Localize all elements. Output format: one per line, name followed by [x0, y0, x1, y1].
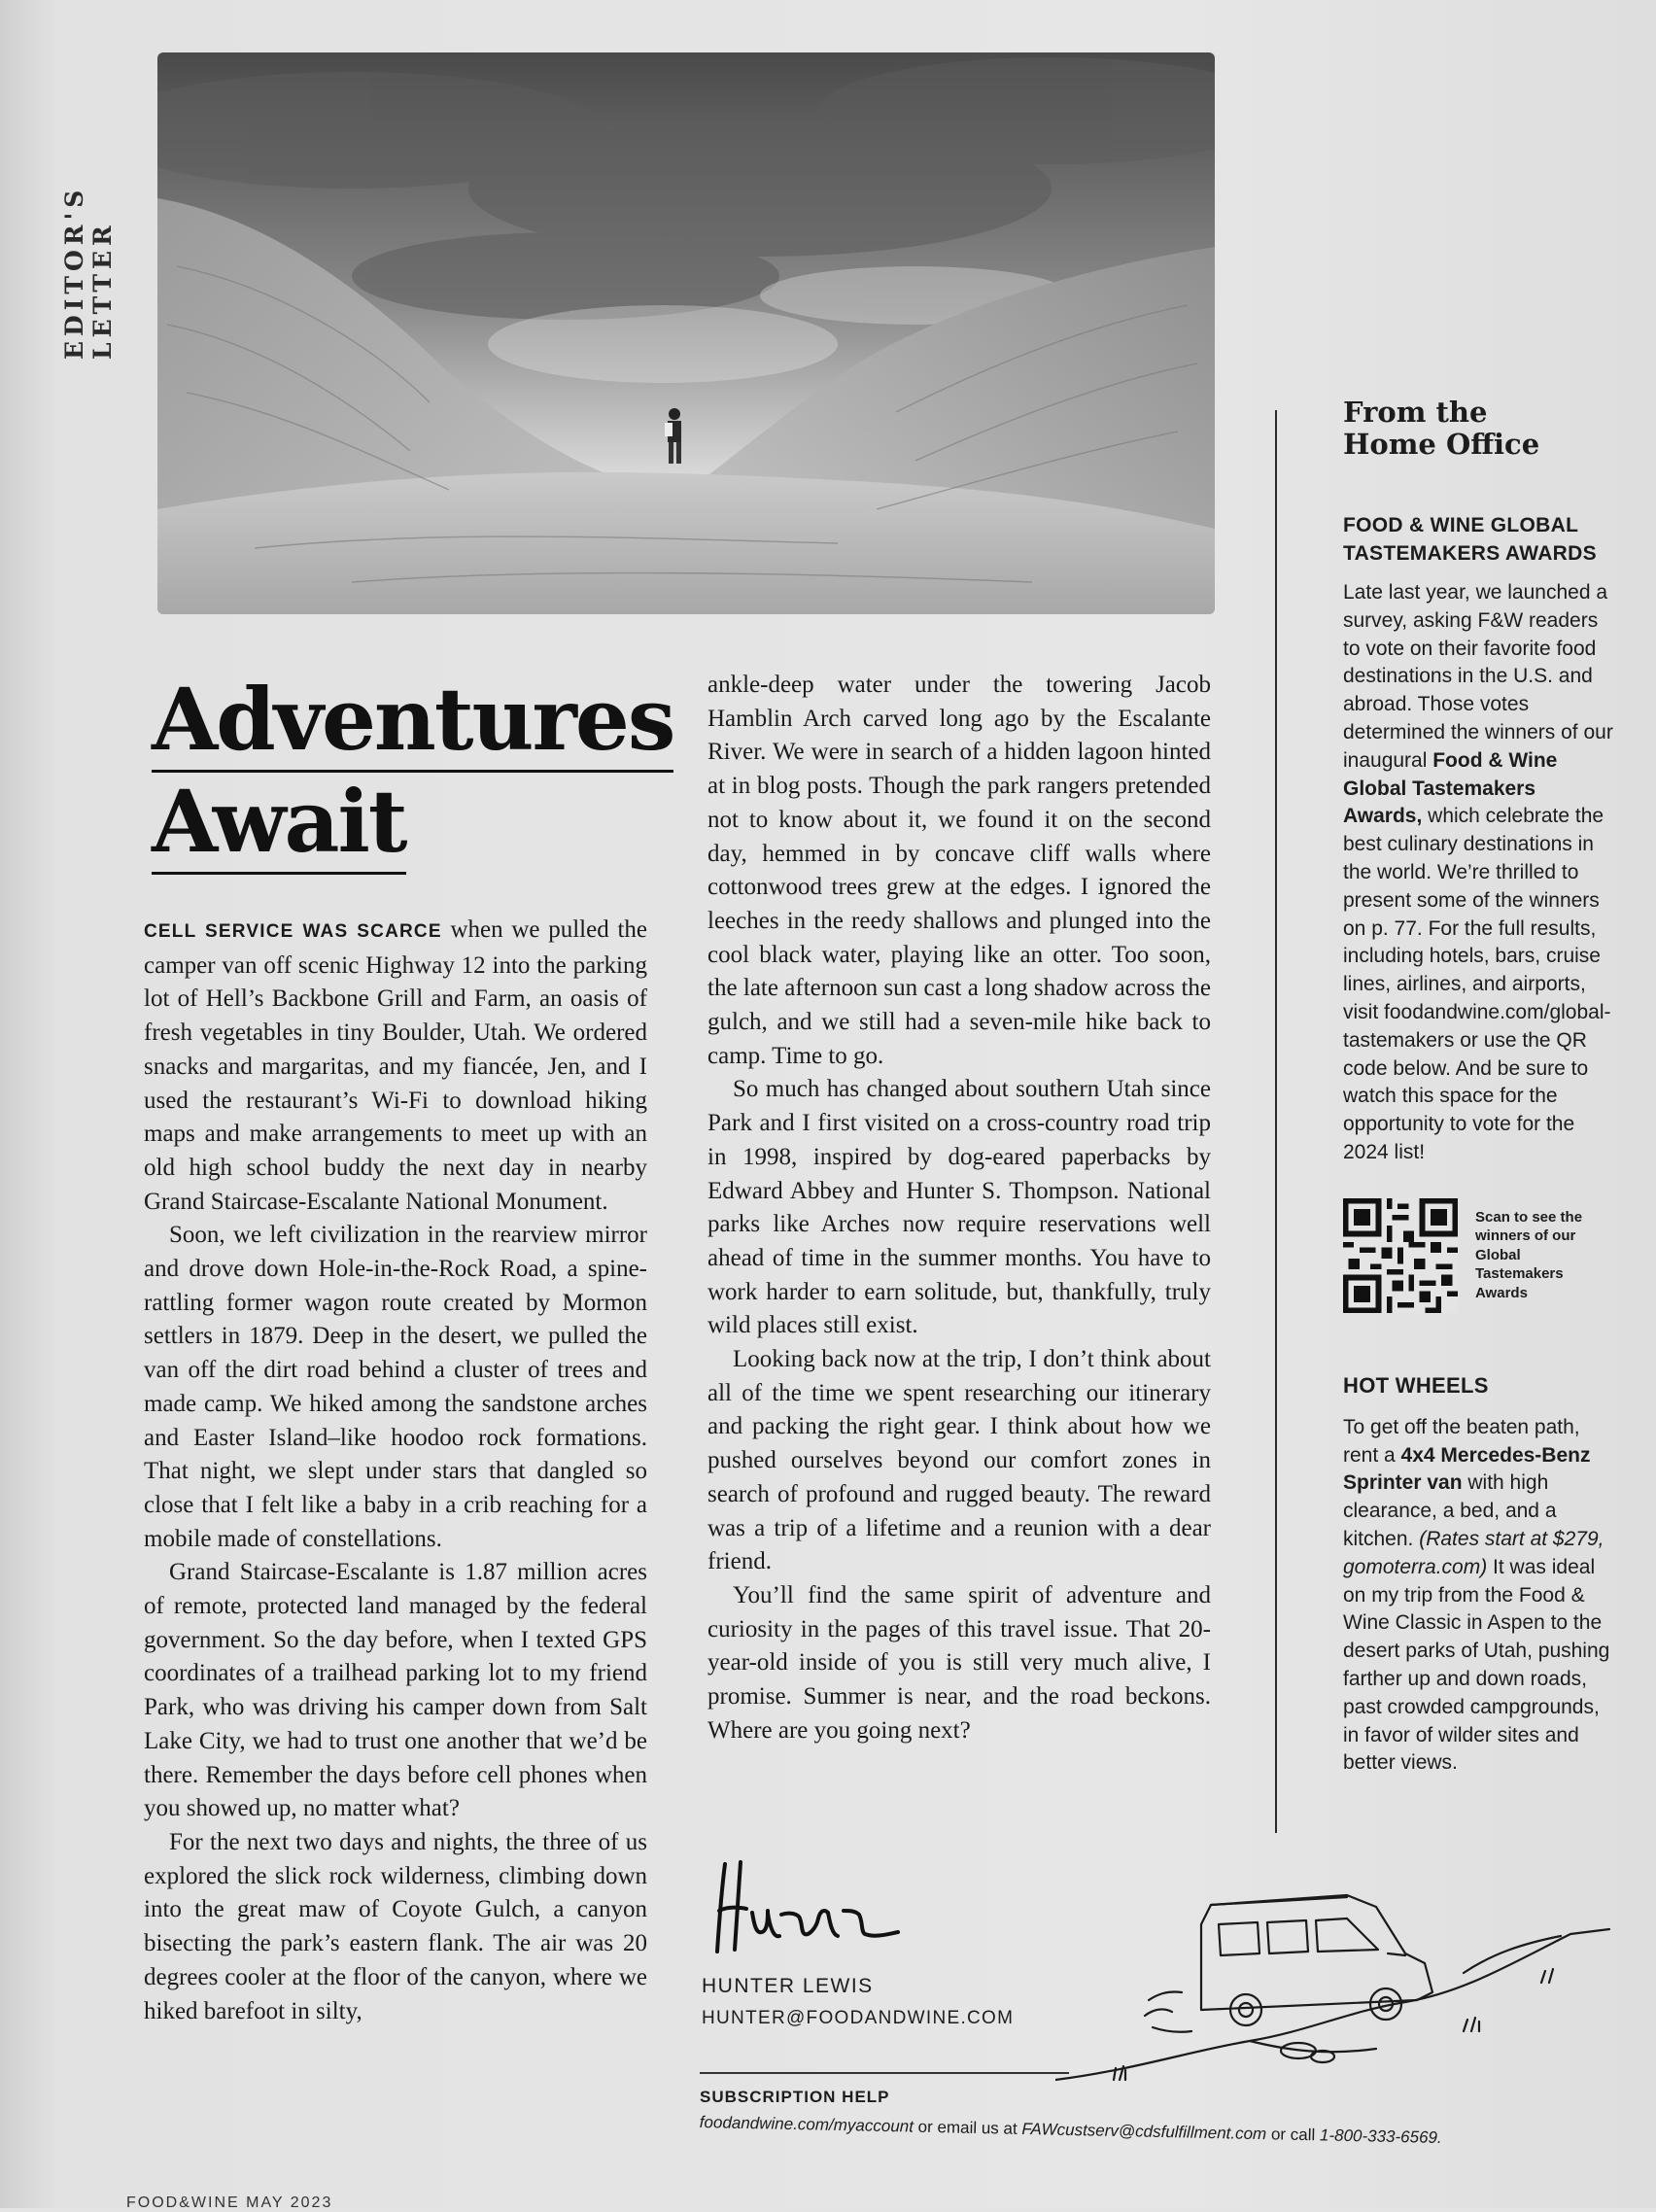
article-paragraph: So much has changed about southern Utah since Park and I first visited on a cross-country road trip in 1998, inspired by dog-eared paperbacks by Edward Abbey and Hunter S. Thompson. National parks like Arches now require reservations well ahead of time in the summer months. You have to work harder to earn solitude, but, thankfully, truly wild places still exist.	[707, 1076, 1211, 1339]
support-email-link[interactable]: FAWcustserv@cdsfulfillment.com	[1021, 2119, 1267, 2144]
hero-photo	[157, 52, 1215, 614]
qr-block	[1343, 1194, 1615, 1317]
sidebar-divider	[1275, 410, 1277, 1833]
account-link[interactable]: foodandwine.com/myaccount	[699, 2113, 914, 2136]
article-paragraph: For the next two days and nights, the three of us explored the slick rock wilderness, climbing down into the great maw of Coyote Gulch, a canyon bisecting the park’s eastern flank. The air was 20 degrees cooler at the floor of the canyon, where we hiked barefoot in silty,	[144, 1828, 647, 2024]
canyon-hiker-image	[157, 52, 1215, 614]
article-paragraph: You’ll find the same spirit of adventure and curiosity in the pages of this travel issue. That 20-year-old inside of you is still very much alive, I promise. Summer is near, and the road beckons. Where are you going next?	[707, 1581, 1211, 1744]
article-paragraph: Soon, we left civilization in the rearview mirror and drove down Hole-in-the-Rock Road, a spine-rattling former wagon route created by Mormon settlers in 1879. Deep in the desert, we pulled the van off the dirt road behind a cluster of trees and made camp. We hiked among the sandstone arches and Easter Island–like hoodoo rock formations. That night, we slept under stars that dangled so close that I felt like a baby in a crib reaching for a mobile made of constellations.	[144, 1222, 647, 1552]
article-column-1	[144, 914, 647, 2028]
hot-wheels-heading: HOT WHEELS	[1343, 1372, 1489, 1398]
subscription-rule	[700, 2072, 1069, 2074]
author-name: HUNTER LEWIS	[702, 1975, 874, 1997]
headline-line-1: Adventures	[152, 671, 673, 773]
lead-in: CELL SERVICE WAS SCARCE	[144, 921, 442, 942]
sidebar-title: From the Home Office	[1343, 396, 1540, 461]
awards-heading: FOOD & WINE GLOBAL TASTEMAKERS AWARDS	[1343, 514, 1597, 565]
article-paragraph: ankle-deep water under the towering Jacob Hamblin Arch carved long ago by the Escalante River. We were in search of a hidden lagoon hinted at in blog posts. Though the park rangers pretended not to know about it, we found it on the second day, hemmed in by concave cliff walls where cottonwood trees grew at the edges. I ignored the leeches in the reedy shallows and plunged into the cool black water, playing like an otter. Too soon, the late afternoon sun cast a long shadow across the gulch, and we still had a seven-mile hike back to camp. Time to go.	[707, 672, 1211, 1069]
qr-caption: Scan to see the winners of our Global Tastemakers Awards	[1475, 1208, 1583, 1301]
article-paragraph: CELL SERVICE WAS SCARCE when we pulled the camper van off scenic Highway 12 into the parking lot of Hell’s Backbone Grill and Farm, an oasis of fresh vegetables in tiny Boulder, Utah. We ordered snacks and margaritas, and my fiancée, Jen, and I used the restaurant’s Wi-Fi to download hiking maps and make arrangements to meet up with an old high school buddy the next day in nearby Grand Staircase-Escalante National Monument.	[144, 916, 647, 1215]
headline-line-2: Await	[152, 773, 406, 875]
article-headline	[152, 669, 674, 875]
support-phone: 1-800-333-6569.	[1319, 2126, 1442, 2147]
camper-van-illustration	[1055, 1885, 1619, 2099]
page-footer: FOOD&WINE MAY 2023	[126, 2195, 333, 2211]
subscription-text: foodandwine.com/myaccount or email us at FAWcustserv@cdsfulfillment.com or call 1-800-333-6569.	[699, 2113, 1442, 2147]
qr-code-icon[interactable]	[1343, 1198, 1458, 1313]
section-label: EDITOR'S LETTER	[60, 185, 117, 360]
article-column-2	[707, 669, 1211, 1748]
hot-wheels-text: To get off the beaten path, rent a 4x4 Mercedes-Benz Sprinter van with high clearance, a bed, and a kitchen. (Rates start at $279, gomoterra.com) It was ideal on my trip from the Food & Wine Classic in Aspen to the desert parks of Utah, pushing farther up and down roads, past crowded campgrounds, in favor of wilder sites and better views.	[1343, 1415, 1610, 1775]
subscription-title: SUBSCRIPTION HELP	[700, 2088, 890, 2106]
sidebar-home-office	[1343, 397, 1615, 1778]
article-paragraph: Looking back now at the trip, I don’t think about all of the time we spent researching our itinerary and packing the right gear. I think about how we pushed ourselves beyond our comfort zones in search of profound and rugged beauty. The reward was a trip of a lifetime and a reunion with a dear friend.	[707, 1346, 1211, 1575]
awards-text: Late last year, we launched a survey, asking F&W readers to vote on their favorite food destinations in the U.S. and abroad. Those votes determined the winners of our inaugural Food & Wine Global Tastemakers Awards, which celebrate the best culinary destinations in the world. We’re thrilled to present some of the winners on p. 77. For the full results, including hotels, bars, cruise lines, airlines, and airports, visit foodandwine.com/global-tastemakers or use the QR code below. And be sure to watch this space for the opportunity to vote for the 2024 list!	[1343, 581, 1613, 1163]
author-email: HUNTER@FOODANDWINE.COM	[702, 2008, 1015, 2028]
article-paragraph: Grand Staircase-Escalante is 1.87 million acres of remote, protected land managed by the federal government. So the day before, when I texted GPS coordinates of a trailhead parking lot to my friend Park, who was driving his camper down from Salt Lake City, we had to trust one another that we’d be there. Remember the days before cell phones when you showed up, no matter what?	[144, 1559, 647, 1822]
handwritten-signature	[707, 1854, 902, 1961]
